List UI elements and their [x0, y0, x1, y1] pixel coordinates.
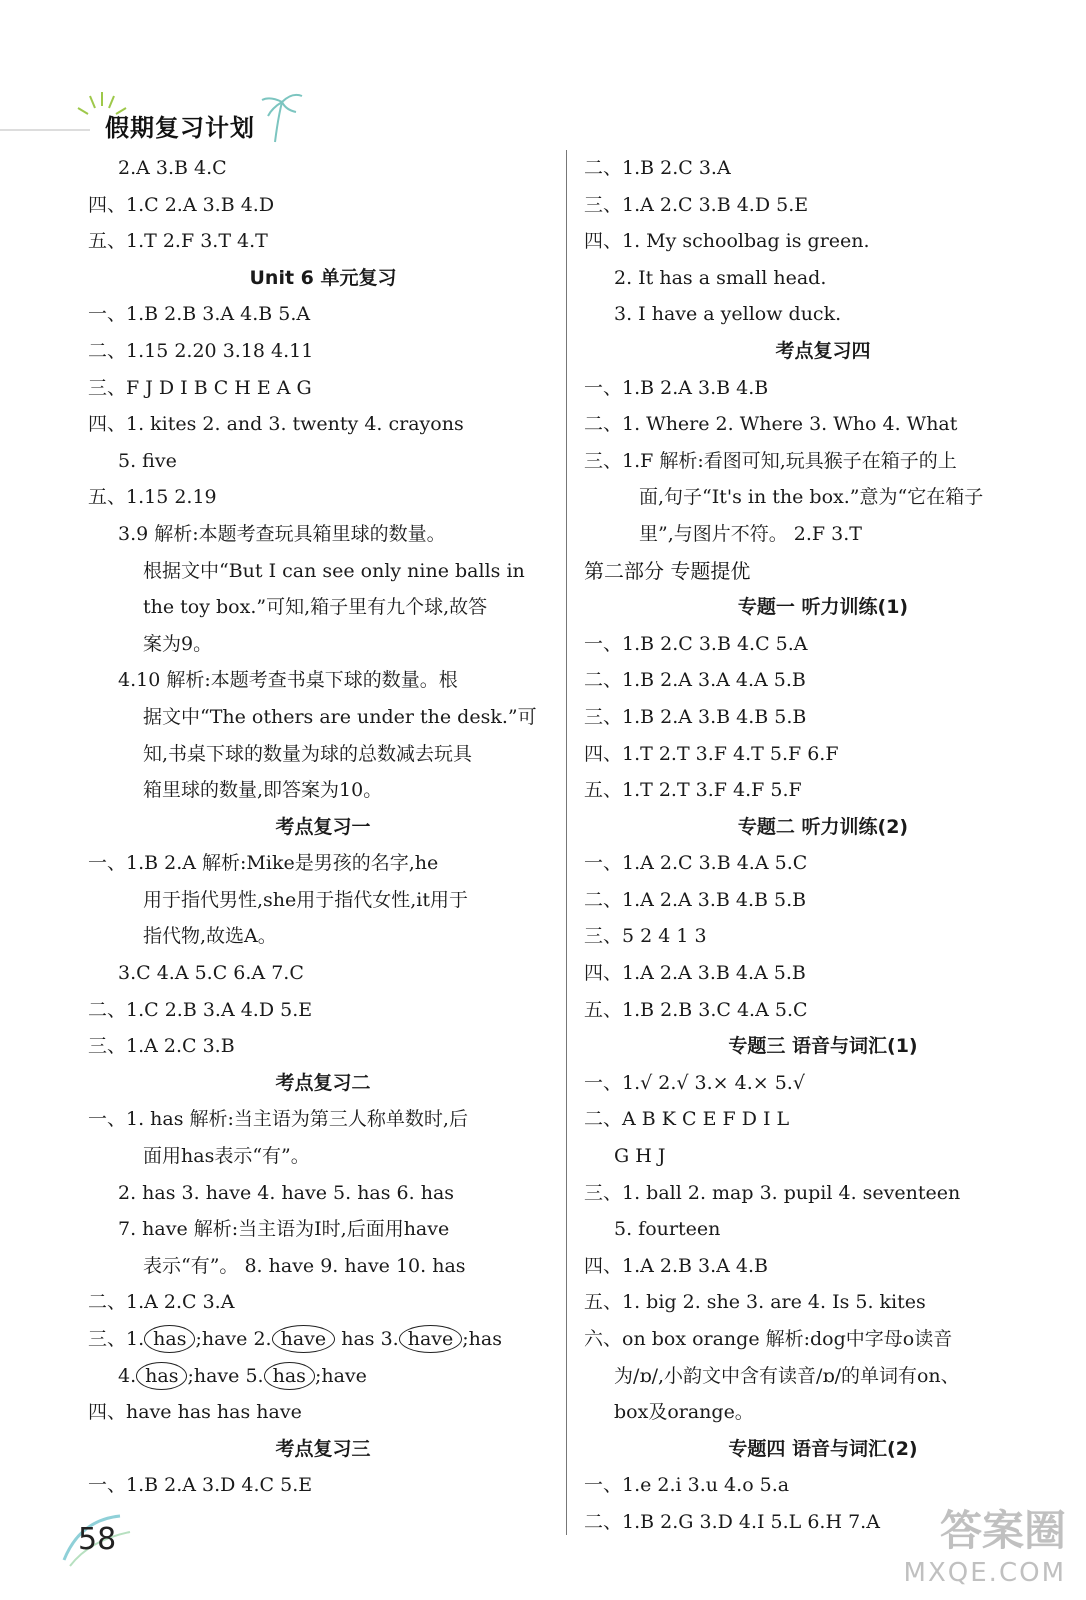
- header-title: 假期复习计划: [105, 114, 255, 142]
- item-prefix: 5.: [245, 1364, 264, 1387]
- answer-line: 三、1.A 2.C 3.B 4.D 5.E: [584, 193, 809, 216]
- answer-line: 五、1.15 2.19: [88, 486, 217, 509]
- answer-line: 一、1.B 2.A 3.D 4.C 5.E: [88, 1474, 313, 1497]
- answer-line: 5. five: [118, 449, 177, 472]
- section-heading: 考点复习三: [275, 1437, 371, 1460]
- answer-line: 四、1.A 2.A 3.B 4.A 5.B: [584, 962, 806, 985]
- answer-line: 面用has表示“有”。: [143, 1145, 310, 1168]
- page-header: [0, 78, 320, 148]
- answer-line: 二、1.B 2.G 3.D 4.I 5.L 6.H 7.A: [584, 1510, 880, 1533]
- answer-line: 五、1.T 2.F 3.T 4.T: [88, 230, 268, 253]
- site-watermark: [904, 1498, 1066, 1588]
- answer-line: 一、1.A 2.C 3.B 4.A 5.C: [584, 852, 808, 875]
- answer-line: 3. I have a yellow duck.: [614, 303, 842, 326]
- answer-line: 一、1. has 解析:当主语为第三人称单数时,后: [88, 1108, 468, 1131]
- answer-line: the toy box.”可知,箱子里有九个球,故答: [143, 596, 488, 619]
- answer-line: 二、1.A 2.C 3.A: [88, 1291, 235, 1314]
- answer-line: 据文中“The others are under the desk.”可: [143, 705, 537, 728]
- answer-line: 二、1.C 2.B 3.A 4.D 5.E: [88, 998, 313, 1021]
- answer-line: 3.C 4.A 5.C 6.A 7.C: [118, 962, 304, 985]
- section-heading: 考点复习四: [775, 339, 871, 362]
- answer-line: 2. It has a small head.: [614, 266, 827, 289]
- item-prefix: 三、1.: [88, 1328, 145, 1350]
- answer-line: 四、1. kites 2. and 3. twenty 4. crayons: [88, 413, 464, 436]
- answer-line: 四、have has has have: [88, 1401, 302, 1424]
- answer-line: 指代物,故选A。: [143, 925, 277, 948]
- section-heading: 专题三 语音与词汇(1): [728, 1035, 918, 1058]
- answer-line: 四、1.C 2.A 3.B 4.D: [88, 193, 275, 216]
- answer-line: 一、1.B 2.A 解析:Mike是男孩的名字,he: [88, 852, 439, 875]
- answer-line: 一、1.B 2.B 3.A 4.B 5.A: [88, 303, 311, 326]
- answer-line: 五、1.T 2.T 3.F 4.F 5.F: [584, 779, 802, 802]
- answer-line: 四、1.A 2.B 3.A 4.B: [584, 1254, 768, 1277]
- answer-text: ;has: [462, 1328, 502, 1350]
- answer-line: box及orange。: [614, 1401, 754, 1424]
- answer-line: 2. has 3. have 4. have 5. has 6. has: [118, 1181, 455, 1204]
- watermark-logo-text: 答案圈: [939, 1506, 1066, 1555]
- section-heading: 考点复习一: [275, 815, 371, 838]
- section-heading: 考点复习二: [275, 1071, 371, 1094]
- section-heading: 专题四 语音与词汇(2): [728, 1437, 918, 1460]
- part-heading: 第二部分 专题提优: [584, 558, 751, 583]
- page-number: 58: [78, 1522, 117, 1557]
- circled-word: has: [264, 1362, 315, 1390]
- right-column: [584, 150, 1062, 1541]
- answer-text: ;have: [187, 1364, 240, 1387]
- answer-line: 二、1. Where 2. Where 3. Who 4. What: [584, 413, 958, 436]
- circled-word: have: [272, 1325, 336, 1353]
- answer-line: G H J: [614, 1145, 666, 1168]
- item-prefix: 3.: [380, 1328, 399, 1350]
- section-heading: 专题一 听力训练(1): [737, 596, 909, 619]
- answer-line: 根据文中“But I can see only nine balls in: [143, 559, 525, 582]
- section-heading: Unit 6 单元复习: [249, 266, 397, 289]
- answer-line: 三、F J D I B C H E A G: [88, 376, 312, 399]
- answer-line: 二、1.A 2.A 3.B 4.B 5.B: [584, 888, 807, 911]
- answer-line: 2.A 3.B 4.C: [118, 157, 227, 179]
- circled-answer-line: [88, 1358, 558, 1395]
- answer-line: 六、on box orange 解析:dog中字母o读音: [584, 1328, 953, 1350]
- answer-line: 二、1.15 2.20 3.18 4.11: [88, 339, 314, 362]
- answer-line: 面,句子“It's in the box.”意为“它在箱子: [639, 486, 984, 509]
- circled-word: have: [399, 1325, 463, 1353]
- answer-line: 案为9。: [143, 632, 213, 655]
- answer-line: 一、1.e 2.i 3.u 4.o 5.a: [584, 1474, 790, 1497]
- answer-line: 四、1. My schoolbag is green.: [584, 230, 870, 253]
- answer-line: 四、1.T 2.T 3.F 4.T 5.F 6.F: [584, 742, 839, 765]
- answer-line: 三、1.A 2.C 3.B: [88, 1035, 235, 1058]
- answer-line: 知,书桌下球的数量为球的总数减去玩具: [143, 742, 473, 765]
- answer-text: has: [341, 1328, 375, 1350]
- answer-line: 五、1.B 2.B 3.C 4.A 5.C: [584, 998, 808, 1021]
- answer-line: 为/ɒ/,小韵文中含有读音/ɒ/的单词有on、: [614, 1364, 960, 1387]
- answer-line: 三、5 2 4 1 3: [584, 925, 707, 948]
- column-divider: [566, 150, 567, 1535]
- answer-line: 一、1.B 2.C 3.B 4.C 5.A: [584, 632, 808, 655]
- answer-line: 4.10 解析:本题考查书桌下球的数量。根: [118, 669, 458, 692]
- answer-line: 二、A B K C E F D I L: [584, 1108, 790, 1131]
- answer-line: 3.9 解析:本题考查玩具箱里球的数量。: [118, 522, 446, 545]
- answer-line: 7. have 解析:当主语为I时,后面用have: [118, 1218, 450, 1241]
- item-prefix: 4.: [118, 1364, 137, 1387]
- answer-line: 5. fourteen: [614, 1218, 721, 1241]
- answer-line: 二、1.B 2.A 3.A 4.A 5.B: [584, 669, 806, 692]
- answer-line: 里”,与图片不符。 2.F 3.T: [639, 522, 862, 545]
- section-heading: 专题二 听力训练(2): [737, 815, 909, 838]
- answer-line: 箱里球的数量,即答案为10。: [143, 779, 383, 802]
- answer-line: 表示“有”。 8. have 9. have 10. has: [143, 1254, 466, 1277]
- answer-text: ;have: [314, 1364, 367, 1387]
- answer-line: 二、1.B 2.C 3.A: [584, 157, 731, 179]
- circled-word: has: [144, 1325, 195, 1353]
- circled-word: has: [136, 1362, 187, 1390]
- answer-line: 三、1.F 解析:看图可知,玩具猴子在箱子的上: [584, 449, 957, 472]
- item-prefix: 2.: [253, 1328, 272, 1350]
- answer-line: 三、1.B 2.A 3.B 4.B 5.B: [584, 705, 807, 728]
- answer-line: 用于指代男性,she用于指代女性,it用于: [143, 888, 469, 911]
- answer-line: 一、1.√ 2.√ 3.× 4.× 5.√: [584, 1071, 805, 1094]
- answer-line: 一、1.B 2.A 3.B 4.B: [584, 376, 769, 399]
- circled-answer-line: [88, 1321, 558, 1358]
- left-column: [88, 150, 558, 1504]
- answer-line: 五、1. big 2. she 3. are 4. Is 5. kites: [584, 1291, 926, 1314]
- answer-text: ;have: [195, 1328, 248, 1350]
- answer-line: 三、1. ball 2. map 3. pupil 4. seventeen: [584, 1181, 961, 1204]
- watermark-url: MXQE.COM: [903, 1558, 1066, 1588]
